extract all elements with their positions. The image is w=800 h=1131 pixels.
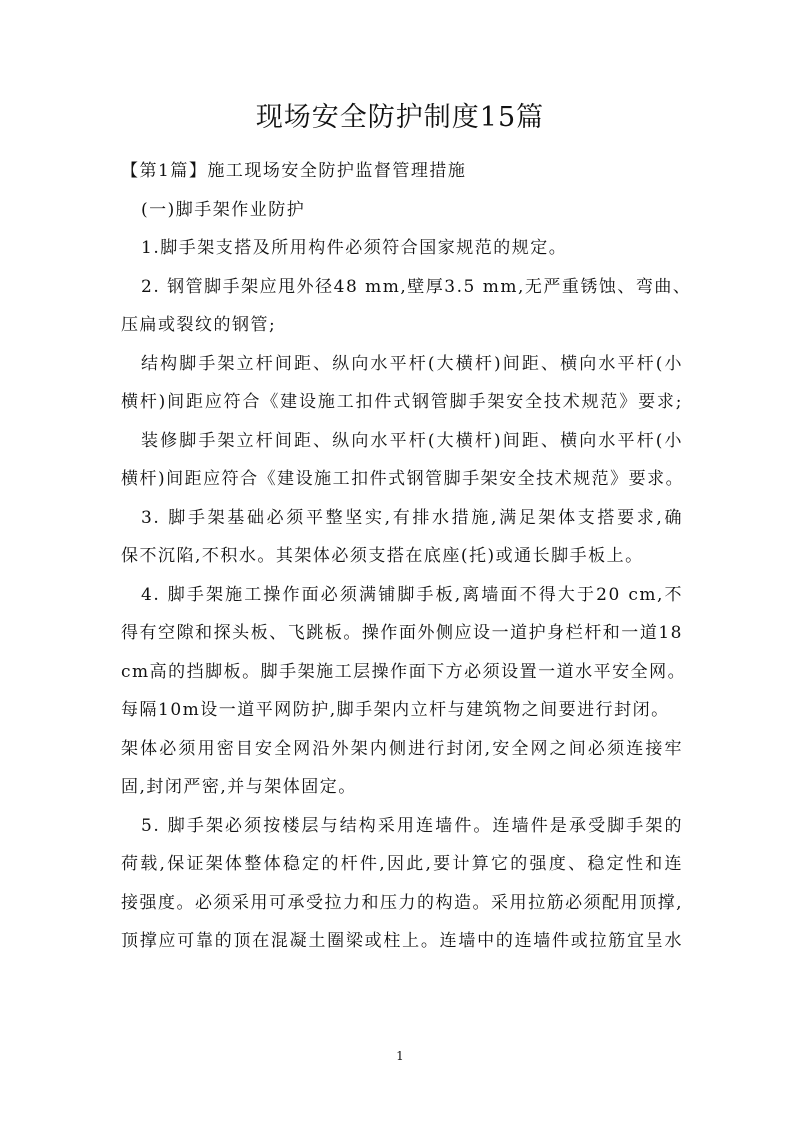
- paragraph-line: 横杆)间距应符合《建设施工扣件式钢管脚手架安全技术规范》要求。: [121, 469, 685, 489]
- paragraph-line: 横杆)间距应符合《建设施工扣件式钢管脚手架安全技术规范》要求;: [121, 392, 683, 412]
- paragraph-line: 【第1篇】施工现场安全防护监督管理措施: [121, 161, 467, 181]
- paragraph-line: 顶撑应可靠的顶在混凝土圈梁或柱上。连墙中的连墙件或拉筋宜呈水: [121, 931, 683, 951]
- paragraph-line: 5. 脚手架必须按楼层与结构采用连墙件。连墙件是承受脚手架的: [141, 815, 683, 836]
- paragraph-line: cm高的挡脚板。脚手架施工层操作面下方必须设置一道水平安全网。: [121, 661, 687, 682]
- document-body: [121, 152, 692, 961]
- paragraph-line: 得有空隙和探头板、飞跳板。操作面外侧应设一道护身栏杆和一道18: [121, 623, 683, 643]
- paragraph-line: 接强度。必须采用可承受拉力和压力的构造。采用拉筋必须配用顶撑,: [121, 892, 683, 913]
- paragraph-line: 结构脚手架立杆间距、纵向水平杆(大横杆)间距、横向水平杆(小: [141, 353, 683, 374]
- paragraph-line: 装修脚手架立杆间距、纵向水平杆(大横杆)间距、横向水平杆(小: [141, 430, 683, 451]
- paragraph-line: 1.脚手架支搭及所用构件必须符合国家规范的规定。: [141, 238, 568, 258]
- paragraph-line: 每隔10m设一道平网防护,脚手架内立杆与建筑物之间要进行封闭。: [121, 700, 670, 720]
- document-title: 现场安全防护制度15篇: [255, 102, 545, 133]
- paragraph-line: 2. 钢管脚手架应甩外径48 mm,壁厚3.5 mm,无严重锈蚀、弯曲、: [141, 276, 692, 297]
- paragraph-line: 4. 脚手架施工操作面必须满铺脚手板,离墙面不得大于20 cm,不: [141, 584, 683, 605]
- page-number: 1: [396, 1049, 404, 1063]
- paragraph-line: (一)脚手架作业防护: [141, 199, 306, 220]
- paragraph-line: 荷载,保证架体整体稳定的杆件,因此,要计算它的强度、稳定性和连: [121, 854, 683, 874]
- paragraph-line: 3. 脚手架基础必须平整坚实,有排水措施,满足架体支搭要求,确: [141, 507, 683, 528]
- paragraph-line: 压扁或裂纹的钢管;: [121, 315, 277, 335]
- paragraph-line: 保不沉陷,不积水。其架体必须支搭在底座(托)或通长脚手板上。: [121, 546, 644, 566]
- paragraph-line: 架体必须用密目安全网沿外架内侧进行封闭,安全网之间必须连接牢: [121, 738, 683, 759]
- paragraph-line: 固,封闭严密,并与架体固定。: [121, 777, 357, 797]
